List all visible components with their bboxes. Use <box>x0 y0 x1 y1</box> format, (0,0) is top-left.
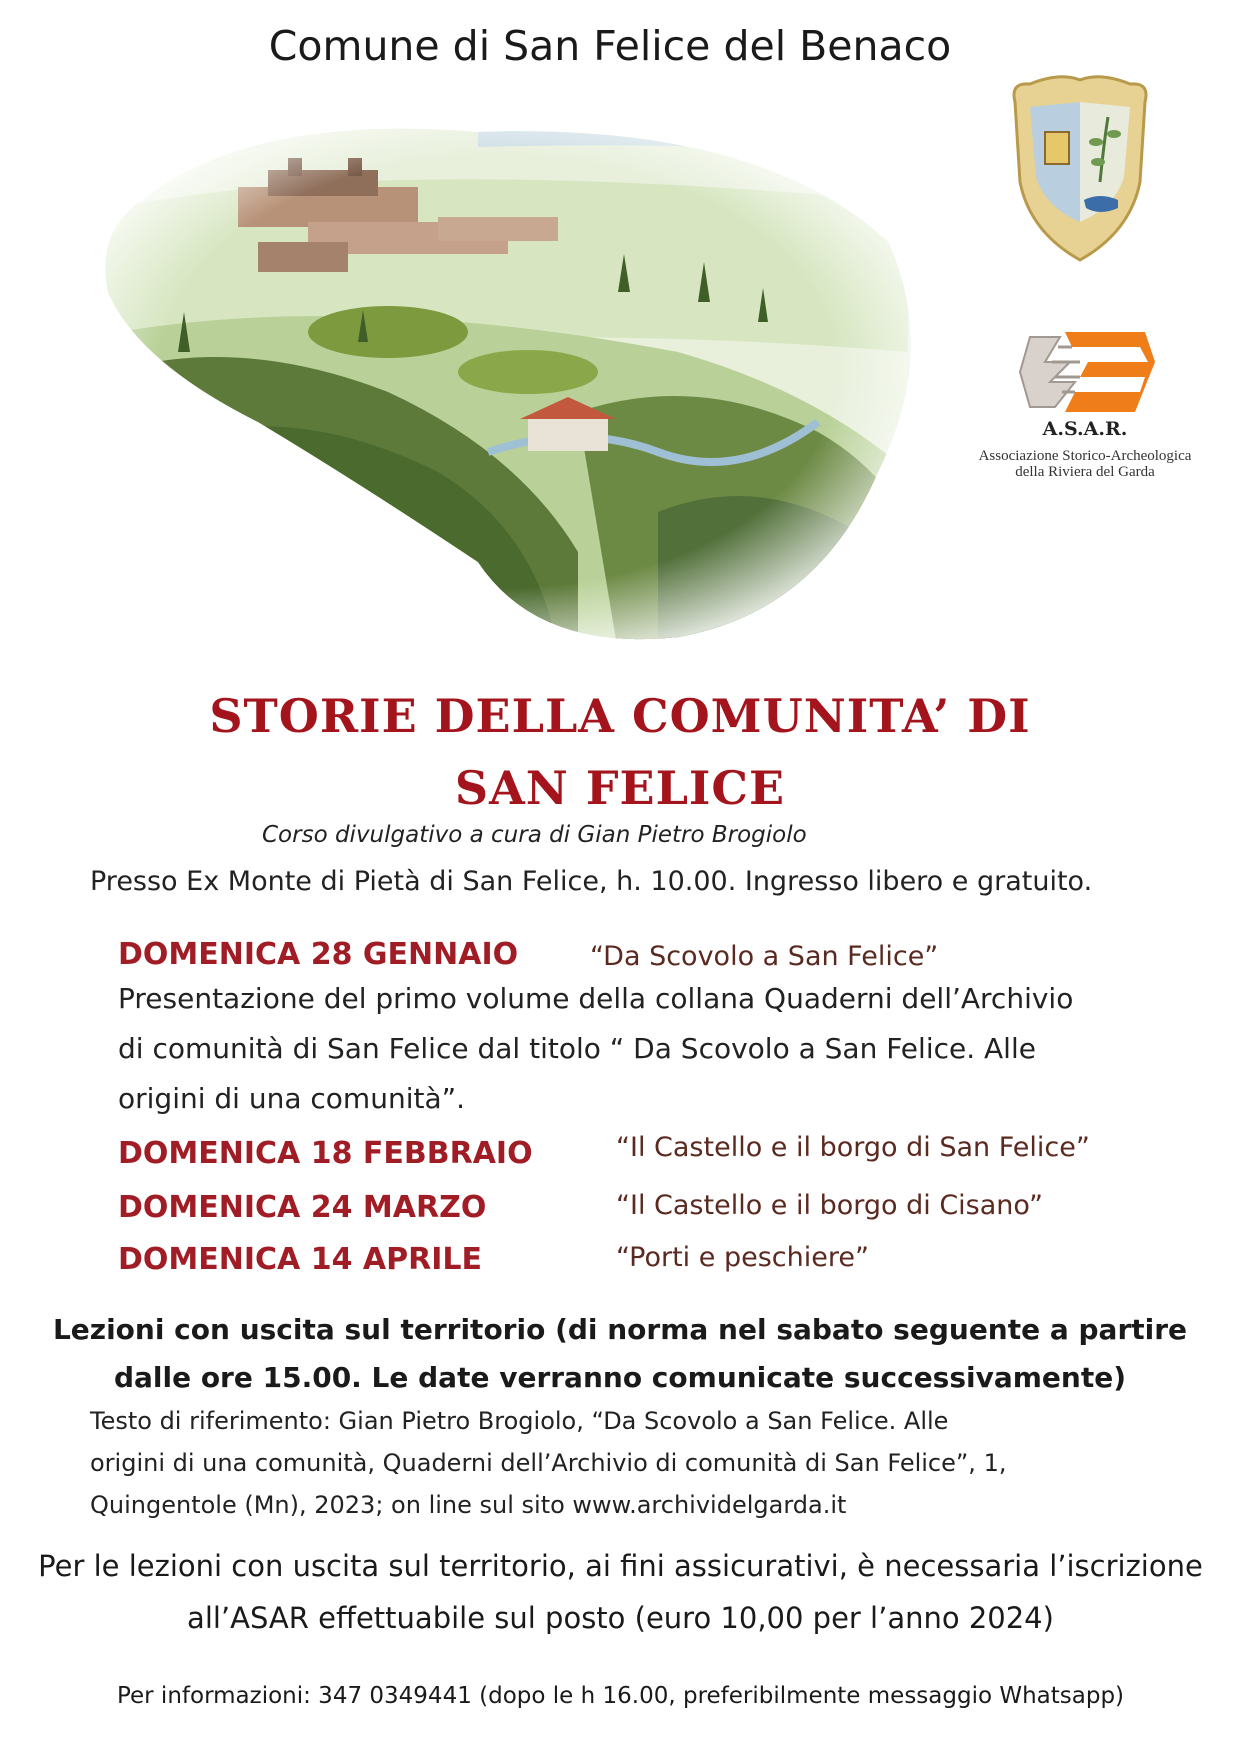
insurance-note <box>10 1540 1231 1644</box>
event-date-1: DOMENICA 28 GENNAIO <box>118 937 519 972</box>
asar-name: A.S.A.R. <box>1042 418 1128 440</box>
title-line-1: STORIE DELLA COMUNITA’ DI <box>209 689 1031 743</box>
first-event-description <box>118 974 1158 1124</box>
insurance-line-1: Per le lezioni con uscita sul territorio, ai fini assicurativi, è necessaria l’iscrizione <box>38 1549 1203 1583</box>
contact-info: Per informazioni: 347 0349441 (dopo le h 16.00, preferibilmente messaggio Whatsapp) <box>116 1683 1125 1709</box>
venue-info: Presso Ex Monte di Pietà di San Felice, h. 10.00. Ingresso libero e gratuito. <box>90 866 1093 897</box>
description-line-3: origini di una comunità”. <box>118 1082 466 1115</box>
asar-line-1: Associazione Storico-Archeologica <box>978 448 1192 464</box>
asar-line-2: della Riviera del Garda <box>1015 464 1155 480</box>
reference-line-2: origini di una comunità, Quaderni dell’Archivio di comunità di San Felice”, 1, <box>90 1449 1007 1477</box>
reference-text <box>90 1400 1180 1526</box>
event-talk-2: “Il Castello e il borgo di San Felice” <box>616 1132 1090 1163</box>
coat-of-arms-icon <box>1000 72 1160 272</box>
event-date-4: DOMENICA 14 APRILE <box>118 1242 482 1277</box>
page-title <box>120 680 1120 824</box>
field-lessons-line-2: dalle ore 15.00. Le date verranno comunicate successivamente) <box>113 1361 1127 1394</box>
course-subtitle: Corso divulgativo a cura di Gian Pietro Brogiolo <box>262 822 807 848</box>
description-line-1: Presentazione del primo volume della collana Quaderni dell’Archivio <box>118 982 1074 1015</box>
field-lessons-note <box>30 1306 1210 1402</box>
municipality-title: Comune di San Felice del Benaco <box>268 22 952 70</box>
event-talk-1: “Da Scovolo a San Felice” <box>590 941 939 972</box>
title-line-2: SAN FELICE <box>454 761 786 815</box>
field-lessons-line-1: Lezioni con uscita sul territorio (di norma nel sabato seguente a partire <box>52 1313 1188 1346</box>
asar-full-name <box>960 448 1210 480</box>
description-line-2: di comunità di San Felice dal titolo “ Da Scovolo a San Felice. Alle <box>118 1032 1036 1065</box>
landscape-illustration <box>58 92 938 652</box>
reference-line-1: Testo di riferimento: Gian Pietro Brogiolo, “Da Scovolo a San Felice. Alle <box>90 1407 949 1435</box>
event-date-3: DOMENICA 24 MARZO <box>118 1190 487 1225</box>
event-talk-4: “Porti e peschiere” <box>616 1242 869 1273</box>
event-talk-3: “Il Castello e il borgo di Cisano” <box>616 1190 1043 1221</box>
event-date-2: DOMENICA 18 FEBBRAIO <box>118 1136 533 1171</box>
reference-line-3: Quingentole (Mn), 2023; on line sul sito www.archividelgarda.it <box>90 1491 847 1519</box>
insurance-line-2: all’ASAR effettuabile sul posto (euro 10,00 per l’anno 2024) <box>187 1601 1054 1635</box>
